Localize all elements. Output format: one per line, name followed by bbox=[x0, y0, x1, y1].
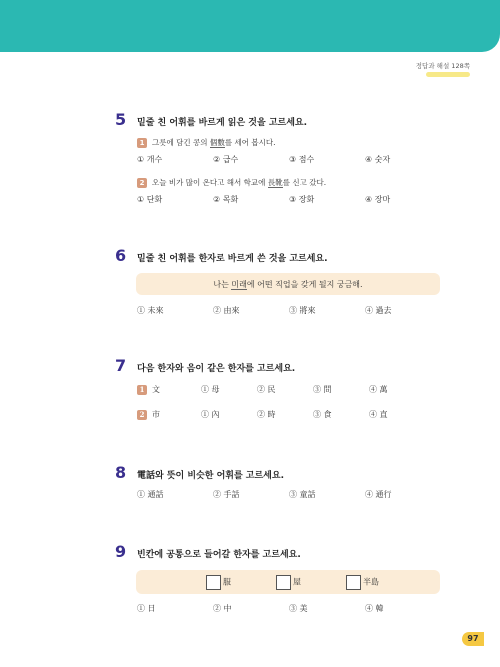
q8-option-1[interactable]: ① 通話 bbox=[137, 490, 164, 499]
q6-option-4[interactable]: ④ 過去 bbox=[365, 306, 392, 315]
q7-row2-badge: 2 bbox=[137, 410, 147, 420]
q9-option-1[interactable]: ① 日 bbox=[137, 604, 156, 613]
q6-option-3[interactable]: ③ 將來 bbox=[289, 306, 316, 315]
q6-option-1[interactable]: ① 未來 bbox=[137, 306, 164, 315]
q8-option-4[interactable]: ④ 通行 bbox=[365, 490, 392, 499]
q8-option-2[interactable]: ② 手話 bbox=[213, 490, 240, 499]
q6-number: 6 bbox=[115, 246, 127, 265]
page-number: 97 bbox=[462, 632, 484, 646]
q7-row2-option-3[interactable]: ③ 食 bbox=[313, 410, 332, 419]
q5-sub2-underlined-word: 長靴 bbox=[267, 178, 283, 187]
q5-sub1-option-1[interactable]: ① 개수 bbox=[137, 155, 163, 164]
q5-sub2-option-1[interactable]: ① 단화 bbox=[137, 195, 163, 204]
q5-sub1-option-4[interactable]: ④ 숫자 bbox=[365, 155, 391, 164]
q9-blank-3: 半島 bbox=[346, 575, 379, 590]
blank-square bbox=[346, 575, 361, 590]
q9-option-3[interactable]: ③ 美 bbox=[289, 604, 308, 613]
q7-row2-given bbox=[137, 409, 160, 420]
q5-sub2-badge: 2 bbox=[137, 178, 147, 188]
answer-reference-highlight bbox=[426, 72, 470, 77]
q8-option-3[interactable]: ③ 童話 bbox=[289, 490, 316, 499]
q7-row2-option-4[interactable]: ④ 直 bbox=[369, 410, 388, 419]
q5-sub1-option-2[interactable]: ② 급수 bbox=[213, 155, 239, 164]
blank-square bbox=[276, 575, 291, 590]
q7-row1-option-1[interactable]: ① 母 bbox=[201, 385, 220, 394]
header-bar bbox=[0, 0, 500, 52]
q9-option-4[interactable]: ④ 韓 bbox=[365, 604, 384, 613]
q7-row1-option-2[interactable]: ② 民 bbox=[257, 385, 276, 394]
q7-row2-given-char: 市 bbox=[152, 410, 160, 419]
q7-row1-option-3[interactable]: ③ 問 bbox=[313, 385, 332, 394]
q8-word: 電話 bbox=[137, 471, 156, 481]
q7-text: 다음 한자와 음이 같은 한자를 고르세요. bbox=[137, 364, 296, 374]
answer-reference: 정답과 해설 128쪽 bbox=[415, 62, 470, 70]
q9-blank-1: 服 bbox=[206, 575, 231, 590]
q7-number: 7 bbox=[115, 356, 127, 375]
q8-number: 8 bbox=[115, 463, 127, 482]
q7-row1-badge: 1 bbox=[137, 385, 147, 395]
q7-row1-given-char: 文 bbox=[152, 385, 160, 394]
q5-sub2: 2 오늘 비가 많이 온다고 해서 학교에 長靴를 신고 갔다. bbox=[137, 177, 326, 188]
q5-sub1-underlined-word: 個數 bbox=[209, 138, 225, 147]
q5-sub1: 1 그릇에 담긴 콩의 個數를 세어 봅시다. bbox=[137, 137, 276, 148]
q6-option-2[interactable]: ② 由來 bbox=[213, 306, 240, 315]
q7-row1-given bbox=[137, 384, 160, 395]
q5-sub1-option-3[interactable]: ③ 점수 bbox=[289, 155, 315, 164]
q6-sentence-box bbox=[136, 273, 440, 295]
q9-blank-2: 屋 bbox=[276, 575, 301, 590]
q7-row1-option-4[interactable]: ④ 萬 bbox=[369, 385, 388, 394]
q5-sub2-option-3[interactable]: ③ 장화 bbox=[289, 195, 315, 204]
q5-sub1-badge: 1 bbox=[137, 138, 147, 148]
q5-text: 밑줄 친 어휘를 바르게 읽은 것을 고르세요. bbox=[137, 118, 308, 128]
q6-underlined-word: 미래 bbox=[231, 280, 247, 289]
q5-number: 5 bbox=[115, 110, 127, 129]
q9-number: 9 bbox=[115, 542, 127, 561]
q7-row2-option-1[interactable]: ① 內 bbox=[201, 410, 220, 419]
blank-square bbox=[206, 575, 221, 590]
q9-text: 빈칸에 공통으로 들어갈 한자를 고르세요. bbox=[137, 550, 301, 560]
q6-sentence: 나는 미래에 어떤 직업을 갖게 될지 궁금해. bbox=[213, 280, 363, 289]
q8-text: 電話와 뜻이 비슷한 어휘를 고르세요. bbox=[137, 471, 284, 481]
q6-text: 밑줄 친 어휘를 한자로 바르게 쓴 것을 고르세요. bbox=[137, 254, 328, 264]
q7-row2-option-2[interactable]: ② 時 bbox=[257, 410, 276, 419]
q5-sub2-option-4[interactable]: ④ 장마 bbox=[365, 195, 391, 204]
q9-blank-box bbox=[136, 570, 440, 594]
q9-option-2[interactable]: ② 中 bbox=[213, 604, 232, 613]
q5-sub2-option-2[interactable]: ② 목화 bbox=[213, 195, 239, 204]
